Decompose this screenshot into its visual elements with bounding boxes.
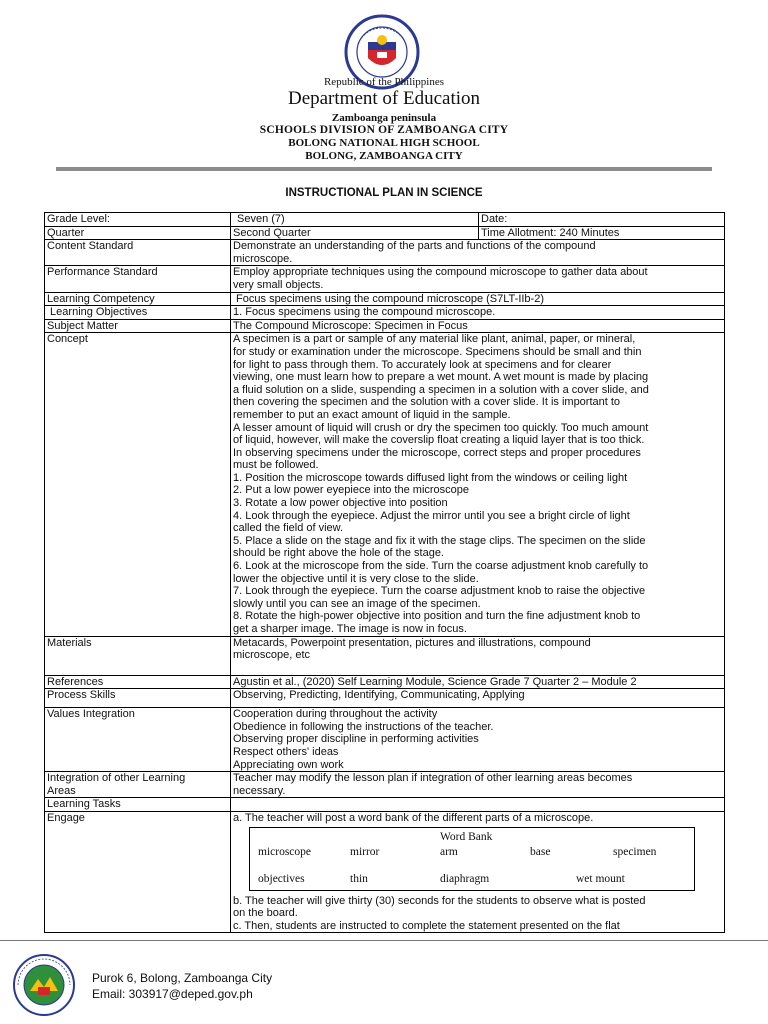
engage-step-c: c. Then, students are instructed to complete the statement presented on the flat (233, 919, 620, 932)
performance-standard-value (231, 266, 725, 292)
school-name: BOLONG NATIONAL HIGH SCHOOL (288, 137, 480, 149)
grade-label: Grade Level: (45, 213, 231, 227)
text-line: Demonstrate an understanding of the parts and functions of the compound (233, 240, 596, 253)
concept-line: should be right above the hole of the stage. (233, 547, 444, 560)
subject-matter-value: The Compound Microscope: Specimen in Focus (231, 319, 725, 333)
word-bank-term: specimen (613, 845, 657, 858)
table-row (45, 708, 725, 772)
concept-line: 1. Position the microscope towards diffused light from the windows or ceiling light (233, 471, 628, 484)
text-line: necessary. (233, 784, 286, 797)
concept-line: get a sharper image. The image is now in focus. (233, 623, 467, 635)
performance-standard-label: Performance Standard (45, 266, 231, 292)
grade-value: Seven (7) (231, 213, 479, 227)
table-row (45, 292, 725, 306)
text-line: Obedience in following the instructions of the teacher. (233, 720, 494, 733)
concept-line: 8. Rotate the high-power objective into position and turn the fine adjustment knob to (233, 610, 641, 623)
text-line: Integration of other Learning (47, 772, 186, 785)
learning-competency-label: Learning Competency (45, 292, 231, 306)
engage-step-b: b. The teacher will give thirty (30) seconds for the students to observe what is posted (233, 894, 646, 907)
text-line: Observing proper discipline in performing activities (233, 733, 479, 746)
page-title: INSTRUCTIONAL PLAN IN SCIENCE (285, 187, 483, 199)
text-line: Cooperation during throughout the activity (233, 708, 438, 721)
concept-line: slowly until you can see an image of the specimen. (233, 597, 481, 610)
learning-tasks-value (231, 798, 725, 812)
subject-matter-label: Subject Matter (45, 319, 231, 333)
integration-label (45, 772, 231, 798)
text-line: very small objects. (233, 278, 324, 291)
learning-objectives-value: 1. Focus specimens using the compound microscope. (231, 306, 725, 320)
values-integration-label: Values Integration (45, 708, 231, 772)
concept-line: In observing specimens under the microscope, correct steps and proper procedures (233, 446, 641, 459)
concept-line: remember to put an exact amount of liquid in the sample. (233, 408, 511, 421)
word-bank-term: microscope (258, 845, 312, 858)
text-line: Employ appropriate techniques using the compound microscope to gather data about (233, 266, 648, 279)
table-row (45, 798, 725, 812)
quarter-value: Second Quarter (231, 226, 479, 240)
table-row (45, 772, 725, 798)
word-bank-term: arm (440, 845, 458, 858)
text-line: microscope, etc (233, 649, 311, 662)
word-bank-title: Word Bank (440, 830, 493, 843)
concept-line: for study or examination under the microscope. Specimens should be small and thin (233, 345, 642, 358)
division-name: SCHOOLS DIVISION OF ZAMBOANGA CITY (259, 124, 509, 136)
table-row (45, 213, 725, 227)
table-row (45, 675, 725, 689)
table-row (45, 689, 725, 708)
region-name: Zamboanga peninsula (331, 112, 437, 124)
table-row (45, 811, 725, 932)
process-skills-value: Observing, Predicting, Identifying, Communicating, Applying (231, 689, 725, 708)
learning-tasks-label: Learning Tasks (45, 798, 231, 812)
concept-line: a fluid solution on a slide, suspending a specimen in a solution with a cover slide, and (233, 383, 649, 396)
table-row (45, 266, 725, 292)
engage-value (231, 811, 725, 932)
school-location: BOLONG, ZAMBOANGA CITY (305, 150, 463, 162)
word-bank-box (249, 827, 695, 891)
concept-line: 3. Rotate a low power objective into position (233, 497, 448, 510)
header-divider (56, 167, 712, 171)
learning-competency-value: Focus specimens using the compound microscope (S7LT-IIb-2) (231, 292, 725, 306)
text-line: Metacards, Powerpoint presentation, pictures and illustrations, compound (233, 636, 591, 649)
republic-line: Republic of the Philippines (323, 76, 445, 88)
word-bank-term: mirror (350, 845, 380, 858)
concept-line: 2. Put a low power eyepiece into the microscope (233, 484, 470, 497)
time-allotment: Time Allotment: 240 Minutes (479, 226, 725, 240)
date-label: Date: (479, 213, 725, 227)
process-skills-label: Process Skills (45, 689, 231, 708)
references-value: Agustin et al., (2020) Self Learning Module, Science Grade 7 Quarter 2 – Module 2 (231, 675, 725, 689)
quarter-label: Quarter (45, 226, 231, 240)
concept-value (231, 333, 725, 636)
school-seal-logo (8, 953, 80, 1017)
concept-line: A specimen is a part or sample of any material like plant, animal, paper, or mineral, (233, 333, 636, 346)
concept-line: 7. Look through the eyepiece. Turn the coarse adjustment knob to raise the objective (233, 585, 646, 598)
footer-address: Purok 6, Bolong, Zamboanga City (92, 971, 273, 985)
engage-step-a: a. The teacher will post a word bank of the different parts of a microscope. (233, 811, 594, 824)
text-line: Respect others' ideas (233, 745, 339, 758)
concept-line: lower the objective until it is very close to the slide. (233, 572, 479, 585)
concept-label: Concept (45, 333, 231, 636)
instructional-plan-table (44, 212, 725, 933)
text-line: Appreciating own work (233, 758, 344, 771)
table-row (45, 226, 725, 240)
concept-line: 4. Look through the eyepiece. Adjust the mirror until you see a bright circle of light (233, 509, 630, 522)
word-bank-term: wet mount (576, 872, 625, 885)
text-line: on the board. (233, 907, 298, 920)
learning-objectives-label: Learning Objectives (45, 306, 231, 320)
concept-line: A lesser amount of liquid will crush or dry the specimen too quickly. Too much amount (233, 421, 649, 434)
engage-label: Engage (45, 811, 231, 932)
word-bank-term: base (530, 845, 551, 858)
content-standard-label: Content Standard (45, 240, 231, 266)
concept-line: then covering the specimen and the solution with a cover slide. It is important to (233, 396, 621, 409)
materials-label: Materials (45, 636, 231, 675)
concept-line: 5. Place a slide on the stage and fix it with the stage clips. The specimen on the slide (233, 534, 646, 547)
concept-line: of liquid, however, will make the coverslip float creating a liquid layer that is too thick. (233, 434, 645, 447)
integration-value (231, 772, 725, 798)
footer-email: Email: 303917@deped.gov.ph (92, 987, 253, 1001)
word-bank-term: diaphragm (440, 872, 490, 885)
materials-value (231, 636, 725, 675)
table-row (45, 240, 725, 266)
concept-line: called the field of view. (233, 522, 344, 535)
concept-line: must be followed. (233, 459, 319, 472)
footer-divider (0, 940, 768, 941)
table-row (45, 306, 725, 320)
table-row (45, 333, 725, 636)
table-row (45, 319, 725, 333)
text-line: Teacher may modify the lesson plan if integration of other learning areas becomes (233, 772, 633, 785)
word-bank-term: thin (350, 872, 368, 885)
concept-line: 6. Look at the microscope from the side. Turn the coarse adjustment knob carefully to (233, 560, 649, 573)
word-bank-term: objectives (258, 872, 305, 885)
department-name: Department of Education (287, 88, 481, 109)
content-standard-value (231, 240, 725, 266)
concept-line: for light to pass through them. To accurately look at specimens and for clearer (233, 358, 612, 371)
references-label: References (45, 675, 231, 689)
values-integration-value (231, 708, 725, 772)
text-line: Areas (47, 784, 76, 797)
table-row (45, 636, 725, 675)
concept-line: viewing, one must learn how to prepare a wet mount. A wet mount is made by placing (233, 371, 649, 384)
text-line: microscope. (233, 252, 293, 265)
